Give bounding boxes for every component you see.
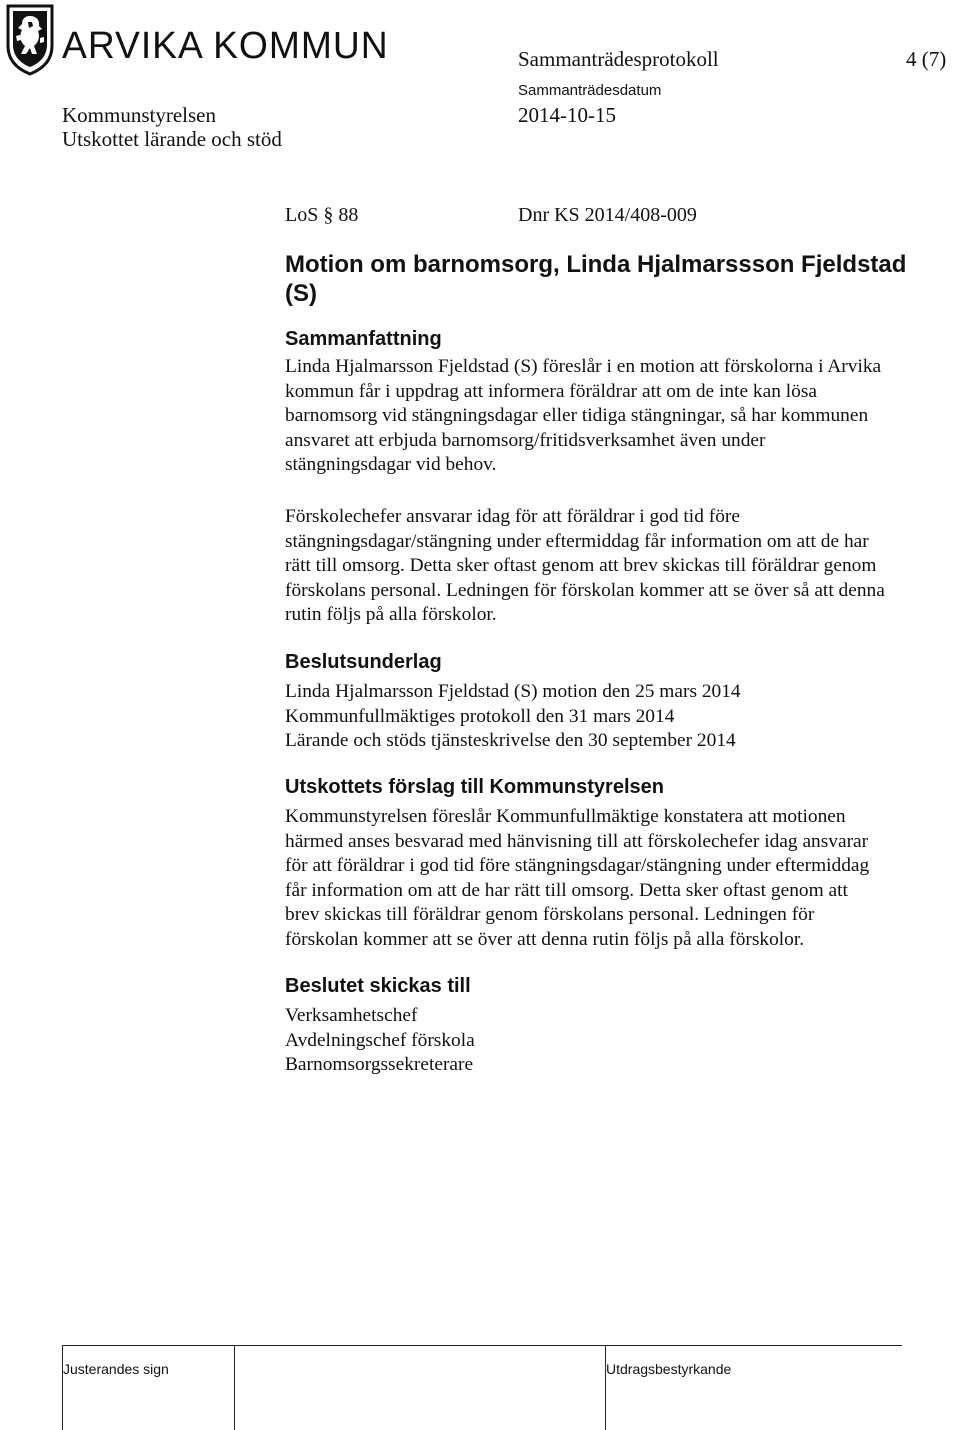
body-name: Kommunstyrelsen — [62, 103, 216, 127]
text-line: rätt till omsorg. Detta sker oftast genom att brev skickas till föräldrar genom — [285, 555, 877, 577]
meeting-date-label: Sammanträdesdatum — [518, 82, 662, 99]
list-item: Verksamhetschef — [285, 1005, 418, 1026]
footer-divider — [605, 1346, 606, 1430]
section-heading-recipients: Beslutet skickas till — [285, 975, 471, 997]
list-item: Avdelningschef förskola — [285, 1029, 475, 1051]
summary-paragraph-2 — [285, 505, 885, 628]
list-item: Linda Hjalmarsson Fjeldstad (S) motion den 25 mars 2014 — [285, 681, 741, 702]
municipality-coat-of-arms — [4, 2, 56, 76]
recipients-list — [285, 1004, 475, 1078]
decision-basis-list — [285, 680, 741, 754]
text-line: förskolan kommer att se över att denna rutin följs på alla förskolor. — [285, 928, 805, 950]
text-line: brev skickas till föräldrar genom förskolans personal. Ledningen för — [285, 904, 815, 926]
text-line: Linda Hjalmarsson Fjeldstad (S) föreslår i en motion att förskolorna i Arvika — [285, 356, 882, 377]
proposal-paragraph — [285, 805, 869, 953]
committee-name: Utskottet lärande och stöd — [62, 127, 282, 151]
text-line: kommun får i uppdrag att informera föräldrar att om de inte kan lösa — [285, 380, 817, 402]
document-type: Sammanträdesprotokoll — [518, 47, 719, 71]
page-number: 4 (7) — [906, 47, 947, 71]
list-item: Barnomsorgssekreterare — [285, 1054, 474, 1076]
text-line: får information om att de har rätt till omsorg. Detta sker oftast genom att — [285, 879, 848, 901]
text-line: stängningsdagar vid behov. — [285, 454, 497, 476]
diary-number: Dnr KS 2014/408-009 — [518, 204, 697, 226]
justerandes-sign-label: Justerandes sign — [63, 1361, 169, 1377]
section-heading-beslutsunderlag: Beslutsunderlag — [285, 651, 442, 673]
text-line: Kommunstyrelsen föreslår Kommunfullmäktige konstatera att motionen — [285, 806, 846, 827]
signature-box — [62, 1346, 235, 1430]
text-line: förskolans personal. Ledningen för förskolan kommer att se över så att denna — [285, 579, 885, 601]
text-line: härmed anses besvarad med hänvisning till att förskolechefer idag ansvarar — [285, 830, 869, 852]
list-item: Lärande och stöds tjänsteskrivelse den 30 september 2014 — [285, 730, 736, 752]
item-title: Motion om barnomsorg, Linda Hjalmarssson Fjeldstad (S) — [285, 251, 907, 307]
section-heading-proposal: Utskottets förslag till Kommunstyrelsen — [285, 776, 664, 798]
list-item: Kommunfullmäktiges protokoll den 31 mars 2014 — [285, 705, 675, 727]
paragraph-number: LoS § 88 — [285, 204, 359, 226]
section-heading-sammanfattning: Sammanfattning — [285, 328, 442, 350]
utdragsbestyrkande-label: Utdragsbestyrkande — [606, 1361, 732, 1377]
text-line: rutin följs på alla förskolor. — [285, 604, 497, 626]
text-line: för att föräldrar i god tid före stängningsdagar/stängning under eftermiddag — [285, 855, 870, 877]
meeting-date: 2014-10-15 — [518, 103, 616, 127]
summary-paragraph-1 — [285, 355, 881, 478]
organization-wordmark: ARVIKA KOMMUN — [62, 25, 389, 67]
text-line: stängningsdagar/stängning under eftermiddag får information om att de har — [285, 530, 869, 552]
text-line: barnomsorg vid stängningsdagar eller tidiga stängningar, så har kommunen — [285, 405, 869, 427]
text-line: ansvaret att erbjuda barnomsorg/fritidsverksamhet även under — [285, 429, 766, 451]
text-line: Förskolechefer ansvarar idag för att föräldrar i god tid före — [285, 506, 740, 527]
